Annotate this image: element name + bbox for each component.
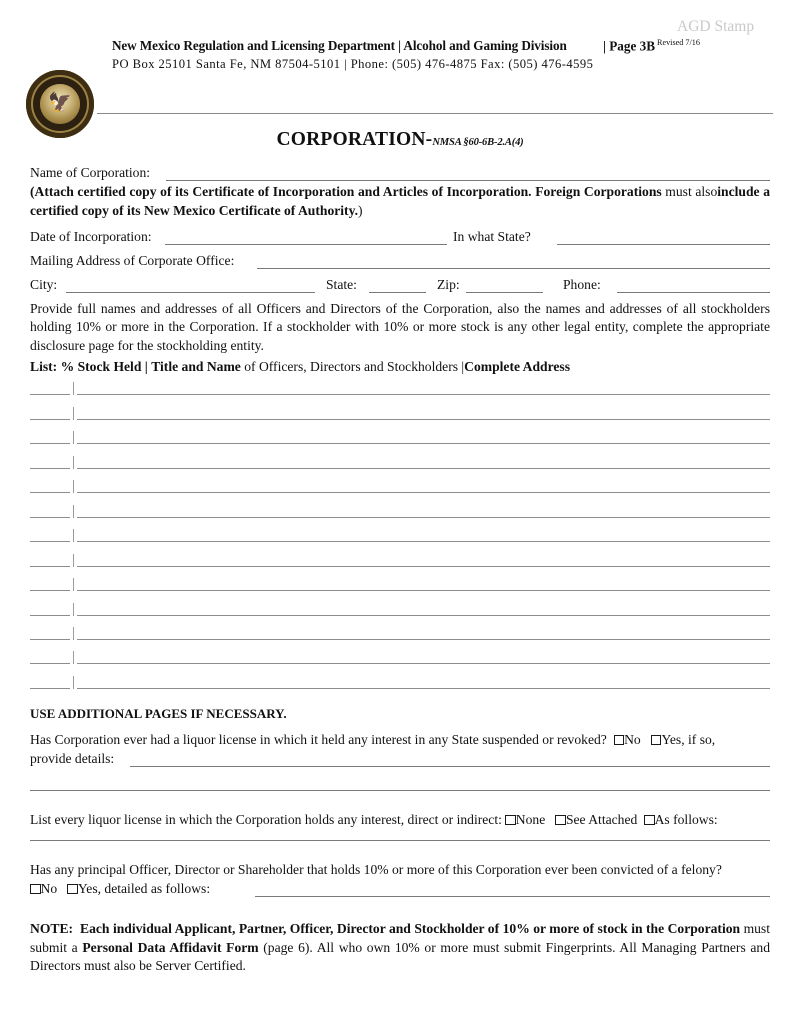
table-row[interactable] <box>0 616 800 640</box>
row-separator-pipe <box>73 578 74 591</box>
checkbox-licenses-see-attached[interactable] <box>555 815 566 826</box>
agency-title: New Mexico Regulation and Licensing Department | Alcohol and Gaming Division <box>112 38 567 53</box>
checkbox-felony-no[interactable] <box>30 884 41 895</box>
checkbox-licenses-as-follows-label: As follows: <box>654 812 718 827</box>
checkbox-felony-yes-group[interactable] <box>67 881 210 896</box>
question-felony: Has any principal Officer, Director or Shareholder that holds 10% or more of this Corporation ever been convicted of a felony? <box>30 862 722 877</box>
row-separator-pipe <box>73 456 74 469</box>
page-title-citation: NMSA §60-6B-2.A(4) <box>432 137 524 148</box>
page-title <box>0 129 800 151</box>
input-provide-details-line2[interactable] <box>30 790 770 791</box>
checkbox-licenses-none-label: None <box>515 812 546 827</box>
input-name-of-corporation[interactable] <box>166 180 770 181</box>
note-normal-2: (page 6). All who own 10% or more must submit Fingerprints. All Managing Partners and Directors must also be Server Certified. <box>30 939 771 974</box>
question-license-suspended-text: Has Corporation ever had a liquor license in which it held any interest in any State suspended or revoked? <box>30 732 607 747</box>
input-in-what-state[interactable] <box>557 244 770 245</box>
row-separator-pipe <box>73 627 74 640</box>
row-separator-pipe <box>73 480 74 493</box>
checkbox-licenses-as-follows-group[interactable] <box>644 812 718 827</box>
label-zip: Zip: <box>437 277 460 292</box>
table-row[interactable] <box>0 469 800 493</box>
agd-stamp-placeholder: AGD Stamp <box>677 18 755 35</box>
felony-answer-row <box>30 879 210 898</box>
question-license-suspended <box>30 730 775 749</box>
row-separator-pipe <box>73 431 74 444</box>
input-provide-details-line1[interactable] <box>130 766 770 767</box>
checkbox-licenses-none[interactable] <box>505 815 516 826</box>
row-separator-pipe <box>73 554 74 567</box>
checkbox-licenses-none-group[interactable] <box>505 812 545 827</box>
checkbox-felony-no-group[interactable] <box>30 881 57 896</box>
attach-note-normal-1: must also <box>661 184 718 199</box>
revision-date: Revised 7/16 <box>656 38 700 47</box>
checkbox-licenses-see-attached-label: See Attached <box>565 812 638 827</box>
checkbox-suspended-no-label: No <box>624 732 641 747</box>
checkbox-suspended-no[interactable] <box>614 735 625 746</box>
attach-certified-copy-note <box>30 182 770 220</box>
page-title-main: CORPORATION- <box>276 129 433 150</box>
row-separator-pipe <box>73 505 74 518</box>
input-date-of-incorporation[interactable] <box>165 244 447 245</box>
table-row[interactable] <box>0 640 800 664</box>
attach-note-bold-2: include a certified copy of its New Mexico Certificate of Authority. <box>30 184 770 218</box>
table-row[interactable] <box>0 371 800 395</box>
row-separator-pipe <box>73 651 74 664</box>
row-separator-pipe <box>73 382 74 395</box>
header-divider <box>97 113 773 114</box>
row-separator-pipe <box>73 407 74 420</box>
checkbox-felony-no-label: No <box>40 881 58 896</box>
note-bold-1: Each individual Applicant, Partner, Officer, Director and Stockholder of 10% or more of stock in the Corporation <box>80 921 741 936</box>
checkbox-licenses-see-attached-group[interactable] <box>555 812 637 827</box>
label-phone: Phone: <box>563 277 601 292</box>
note-normal-1: must submit a <box>30 921 771 955</box>
attach-note-bold-1: (Attach certified copy of its Certificate of Incorporation and Articles of Incorporation. Foreign Corporations <box>30 184 662 199</box>
list-header-officers: of Officers, Directors and Stockholders | <box>240 359 465 374</box>
label-state: State: <box>326 277 357 292</box>
checkbox-felony-yes[interactable] <box>67 884 78 895</box>
instructions-paragraph: Provide full names and addresses of all Officers and Directors of the Corporation, also the names and addresses of all stockholders holding 10% or more in the Corporation. If a stockholder with 10% or more stock is any other legal entity, complete the appropriate disclosure page for the stockholding entity. <box>30 301 770 353</box>
question-list-licenses <box>30 810 775 829</box>
table-row[interactable] <box>0 567 800 591</box>
table-row[interactable] <box>0 396 800 420</box>
input-percent-stock-held[interactable] <box>30 688 70 689</box>
checkbox-suspended-yes[interactable] <box>651 735 662 746</box>
table-row[interactable] <box>0 493 800 517</box>
row-separator-pipe <box>73 603 74 616</box>
new-mexico-state-seal-icon <box>26 70 94 138</box>
attach-note-normal-2: ) <box>358 203 363 218</box>
label-city: City: <box>30 277 58 292</box>
list-header-title-name: Title and Name <box>151 359 241 374</box>
seal-eagle-glyph: 🦅 <box>48 92 72 114</box>
checkbox-suspended-yes-label: Yes, if so, <box>661 732 716 747</box>
label-in-what-state: In what State? <box>453 229 531 244</box>
label-provide-details: provide details: <box>30 751 115 766</box>
input-list-licenses-line[interactable] <box>30 840 770 841</box>
checkbox-felony-yes-label: Yes, detailed as follows: <box>77 881 211 896</box>
table-row[interactable] <box>0 542 800 566</box>
checkbox-suspended-no-group[interactable] <box>614 732 641 747</box>
note-label: NOTE: <box>30 921 74 936</box>
input-city[interactable] <box>66 292 315 293</box>
row-separator-pipe <box>73 529 74 542</box>
table-row[interactable] <box>0 591 800 615</box>
list-header-address: Complete Address <box>464 359 570 374</box>
page-number-label <box>603 38 700 54</box>
note-bold-2: Personal Data Affidavit Form <box>82 939 259 955</box>
input-phone[interactable] <box>617 292 770 293</box>
label-date-of-incorporation: Date of Incorporation: <box>30 229 152 244</box>
note-block <box>30 920 770 976</box>
input-felony-details[interactable] <box>255 896 770 897</box>
agency-contact-line: PO Box 25101 Santa Fe, NM 87504-5101 | Phone: (505) 476-4875 Fax: (505) 476-4595 <box>112 57 594 71</box>
table-row[interactable] <box>0 518 800 542</box>
table-row[interactable] <box>0 420 800 444</box>
checkbox-suspended-yes-group[interactable] <box>651 732 715 747</box>
table-row[interactable] <box>0 665 800 689</box>
checkbox-licenses-as-follows[interactable] <box>644 815 655 826</box>
table-row[interactable] <box>0 444 800 468</box>
list-header-percent: List: % Stock Held | <box>30 359 148 374</box>
page-number-text: | Page 3B <box>603 38 655 54</box>
label-mailing-address: Mailing Address of Corporate Office: <box>30 253 235 268</box>
input-state[interactable] <box>369 292 426 293</box>
use-additional-pages-note: USE ADDITIONAL PAGES IF NECESSARY. <box>30 706 287 721</box>
row-separator-pipe <box>73 676 74 689</box>
label-name-of-corporation: Name of Corporation: <box>30 165 151 180</box>
question-list-licenses-text: List every liquor license in which the Corporation holds any interest, direct or indirect: <box>30 812 502 827</box>
input-zip[interactable] <box>466 292 543 293</box>
input-mailing-address[interactable] <box>257 268 770 269</box>
input-title-name-address[interactable] <box>77 688 770 689</box>
